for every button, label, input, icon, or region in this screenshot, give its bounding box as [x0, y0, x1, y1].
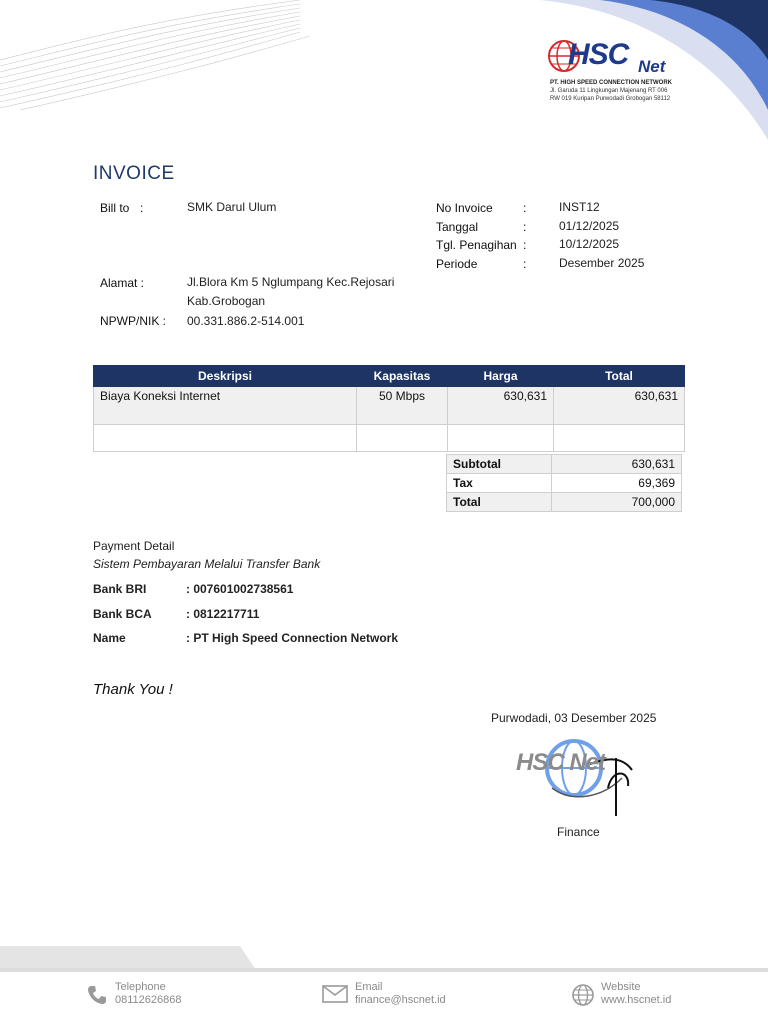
header-deskripsi: Deskripsi — [94, 366, 357, 387]
header-total: Total — [554, 366, 685, 387]
phone-icon — [86, 984, 108, 1006]
email-value: finance@hscnet.id — [355, 994, 446, 1006]
website-label: Website — [601, 981, 641, 993]
subtotal-value: 630,631 — [552, 455, 682, 474]
total-label: Total — [447, 493, 552, 512]
place-date: Purwodadi, 03 Desember 2025 — [491, 711, 657, 725]
thank-you-text: Thank You ! — [93, 681, 173, 698]
no-invoice-value: INST12 — [559, 200, 600, 214]
email-label: Email — [355, 981, 383, 993]
alamat-line1: Jl.Blora Km 5 Nglumpang Kec.Rejosari — [187, 275, 395, 289]
total-row — [447, 493, 682, 512]
cell-empty — [357, 425, 448, 452]
periode-colon: : — [523, 257, 527, 271]
invoice-summary-table — [446, 454, 682, 512]
email-icon — [322, 985, 348, 1003]
no-invoice-colon: : — [523, 201, 527, 215]
cell-empty — [94, 425, 357, 452]
alamat-line2: Kab.Grobogan — [187, 294, 266, 308]
cell-total: 630,631 — [554, 387, 685, 425]
table-row — [94, 387, 685, 425]
bri-label: Bank BRI — [93, 582, 147, 596]
company-legal-name: PT. HIGH SPEED CONNECTION NETWORK — [550, 80, 673, 86]
brand-name: HSC — [568, 38, 629, 71]
alamat-label: Alamat : — [100, 276, 145, 290]
account-name-label: Name — [93, 631, 126, 645]
bca-label: Bank BCA — [93, 607, 152, 621]
signer-title: Finance — [557, 825, 600, 839]
subtotal-label: Subtotal — [447, 455, 552, 474]
invoice-items-table — [93, 365, 685, 452]
npwp-value: 00.331.886.2-514.001 — [187, 314, 305, 328]
tax-row — [447, 474, 682, 493]
periode-value: Desember 2025 — [559, 256, 645, 270]
bill-to-colon: : — [140, 201, 144, 215]
subtotal-row — [447, 455, 682, 474]
footer-divider — [0, 968, 768, 972]
telephone-value: 08112626868 — [115, 994, 182, 1006]
bill-to-value: SMK Darul Ulum — [187, 200, 277, 214]
cell-kapasitas: 50 Mbps — [357, 387, 448, 425]
tgl-penagihan-value: 10/12/2025 — [559, 237, 620, 251]
header-kapasitas: Kapasitas — [357, 366, 448, 387]
website-value: www.hscnet.id — [601, 994, 672, 1006]
table-row-empty — [94, 425, 685, 452]
globe-icon — [571, 983, 595, 1007]
periode-label: Periode — [436, 257, 478, 271]
payment-heading: Payment Detail — [93, 539, 175, 553]
cell-empty — [448, 425, 554, 452]
account-name-value: : PT High Speed Connection Network — [186, 631, 399, 645]
tanggal-value: 01/12/2025 — [559, 219, 620, 233]
tanggal-colon: : — [523, 220, 527, 234]
document-title: INVOICE — [93, 163, 175, 184]
no-invoice-label: No Invoice — [436, 201, 493, 215]
telephone-label: Telephone — [115, 981, 166, 993]
stamp-text: HSC Net — [516, 749, 606, 776]
brand-suffix: Net — [638, 57, 666, 76]
company-address-line2: RW 019 Kuripan Purwodadi Grobogan 58112 — [550, 96, 671, 102]
bri-account: : 007601002738561 — [186, 582, 294, 596]
payment-method: Sistem Pembayaran Melalui Transfer Bank — [93, 557, 321, 571]
tgl-penagihan-label: Tgl. Penagihan — [436, 238, 517, 252]
cell-deskripsi: Biaya Koneksi Internet — [94, 387, 357, 425]
bill-to-label: Bill to — [100, 201, 130, 215]
header-harga: Harga — [448, 366, 554, 387]
tax-value: 69,369 — [552, 474, 682, 493]
cell-harga: 630,631 — [448, 387, 554, 425]
tgl-penagihan-colon: : — [523, 238, 527, 252]
cell-empty — [554, 425, 685, 452]
bca-account: : 0812217711 — [186, 607, 260, 621]
company-address-line1: Jl. Garuda 11 Lingkungan Majenang RT 006 — [550, 88, 668, 94]
tanggal-label: Tanggal — [436, 220, 479, 234]
npwp-label: NPWP/NIK : — [100, 314, 167, 328]
table-header-row — [94, 366, 685, 387]
tax-label: Tax — [447, 474, 552, 493]
total-value: 700,000 — [552, 493, 682, 512]
